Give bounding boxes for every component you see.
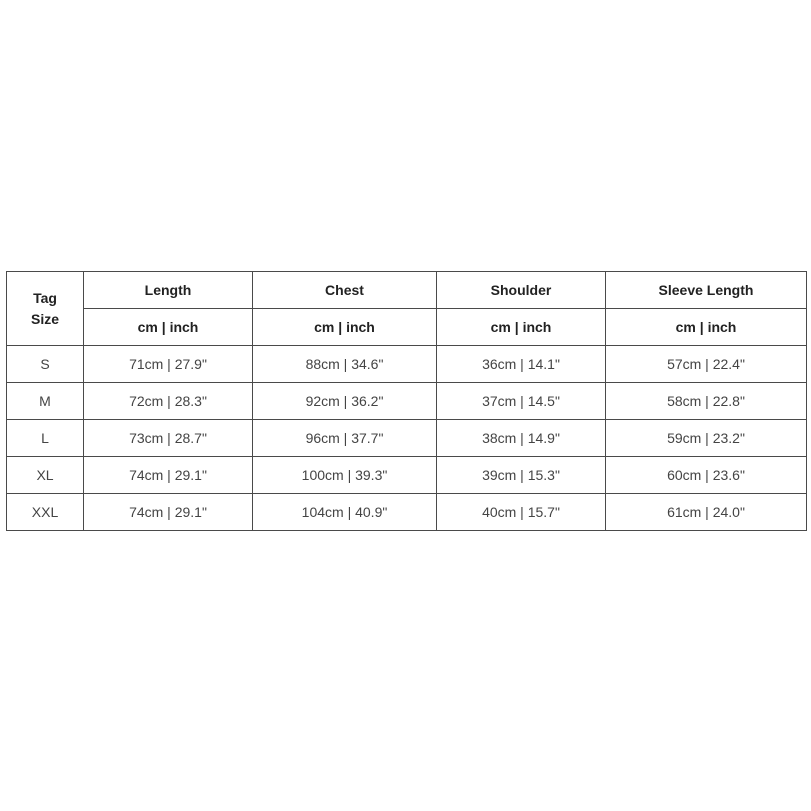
shoulder-value: 37cm | 14.5" (437, 383, 606, 420)
sleeve-length-value: 59cm | 23.2" (606, 420, 807, 457)
shoulder-value: 39cm | 15.3" (437, 457, 606, 494)
unit-label-chest: cm | inch (253, 309, 437, 346)
shoulder-value: 36cm | 14.1" (437, 346, 606, 383)
column-header-chest: Chest (253, 272, 437, 309)
unit-label-length: cm | inch (84, 309, 253, 346)
length-value: 74cm | 29.1" (84, 494, 253, 531)
units-row (7, 309, 807, 346)
chest-value: 104cm | 40.9" (253, 494, 437, 531)
length-value: 71cm | 27.9" (84, 346, 253, 383)
table-row (7, 383, 807, 420)
shoulder-value: 38cm | 14.9" (437, 420, 606, 457)
chest-value: 100cm | 39.3" (253, 457, 437, 494)
table-row (7, 457, 807, 494)
tag-size-header (7, 272, 84, 346)
length-value: 72cm | 28.3" (84, 383, 253, 420)
table-row (7, 346, 807, 383)
shoulder-value: 40cm | 15.7" (437, 494, 606, 531)
sleeve-length-value: 60cm | 23.6" (606, 457, 807, 494)
column-header-shoulder: Shoulder (437, 272, 606, 309)
size-label: L (7, 420, 84, 457)
sleeve-length-value: 57cm | 22.4" (606, 346, 807, 383)
size-label: XXL (7, 494, 84, 531)
sleeve-length-value: 58cm | 22.8" (606, 383, 807, 420)
unit-label-shoulder: cm | inch (437, 309, 606, 346)
size-label: M (7, 383, 84, 420)
chest-value: 88cm | 34.6" (253, 346, 437, 383)
column-header-length: Length (84, 272, 253, 309)
table-row (7, 494, 807, 531)
size-chart-table (6, 271, 807, 531)
length-value: 73cm | 28.7" (84, 420, 253, 457)
chest-value: 92cm | 36.2" (253, 383, 437, 420)
column-header-sleeve-length: Sleeve Length (606, 272, 807, 309)
tag-size-header-line1: Tag (33, 289, 57, 306)
size-label: S (7, 346, 84, 383)
chest-value: 96cm | 37.7" (253, 420, 437, 457)
size-label: XL (7, 457, 84, 494)
unit-label-sleeve-length: cm | inch (606, 309, 807, 346)
tag-size-header-line2: Size (30, 310, 59, 327)
length-value: 74cm | 29.1" (84, 457, 253, 494)
header-row (7, 272, 807, 309)
table-row (7, 420, 807, 457)
sleeve-length-value: 61cm | 24.0" (606, 494, 807, 531)
